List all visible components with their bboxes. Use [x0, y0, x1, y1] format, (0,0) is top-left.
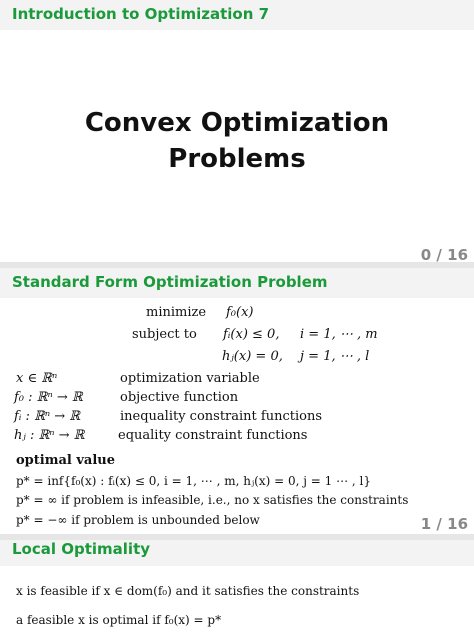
equality-constraint: hⱼ(x) = 0, — [222, 349, 283, 364]
slide-header-title: Introduction to Optimization 7 — [12, 5, 270, 23]
subject-to-label: subject to — [132, 327, 197, 342]
slide-header — [0, 540, 474, 566]
slide-standard-form — [0, 268, 474, 534]
slide-header — [0, 0, 474, 30]
objective-expression: f₀(x) — [226, 305, 254, 320]
slide-title — [0, 0, 474, 262]
pstar-infeasible: p* = ∞ if problem is infeasible, i.e., no x satisfies the constraints — [16, 493, 409, 507]
def-symbol: hⱼ : ℝⁿ → ℝ — [14, 428, 85, 443]
inequality-constraint: fᵢ(x) ≤ 0, — [223, 327, 280, 342]
pstar-definition: p* = inf{f₀(x) : fᵢ(x) ≤ 0, i = 1, ⋯ , m, hⱼ(x) = 0, j = 1 ⋯ , l} — [16, 474, 371, 488]
def-description: optimization variable — [120, 371, 260, 386]
def-description: equality constraint functions — [118, 428, 308, 443]
page-number: 0 / 16 — [420, 246, 468, 262]
slide-local-optimality — [0, 540, 474, 632]
def-description: objective function — [120, 390, 239, 405]
slide-main-title-line2: Problems — [168, 144, 306, 174]
slide-header-title: Local Optimality — [12, 540, 151, 558]
slide-header-title: Standard Form Optimization Problem — [12, 273, 328, 291]
def-symbol: x ∈ ℝⁿ — [16, 371, 58, 386]
slide-header — [0, 268, 474, 298]
pstar-unbounded: p* = −∞ if problem is unbounded below — [16, 513, 260, 527]
optimal-value-heading: optimal value — [16, 453, 115, 468]
optimality-definition: a feasible x is optimal if f₀(x) = p* — [16, 613, 222, 627]
slide-main-title-line1: Convex Optimization — [84, 108, 390, 138]
inequality-range: i = 1, ⋯ , m — [300, 327, 378, 342]
page-number: 1 / 16 — [420, 515, 468, 533]
equality-range: j = 1, ⋯ , l — [300, 349, 370, 364]
feasibility-definition: x is feasible if x ∈ dom(f₀) and it satisfies the constraints — [16, 584, 360, 598]
def-symbol: f₀ : ℝⁿ → ℝ — [14, 390, 83, 405]
def-description: inequality constraint functions — [120, 409, 323, 424]
def-symbol: fᵢ : ℝⁿ → ℝ — [14, 409, 81, 424]
minimize-label: minimize — [146, 305, 207, 320]
